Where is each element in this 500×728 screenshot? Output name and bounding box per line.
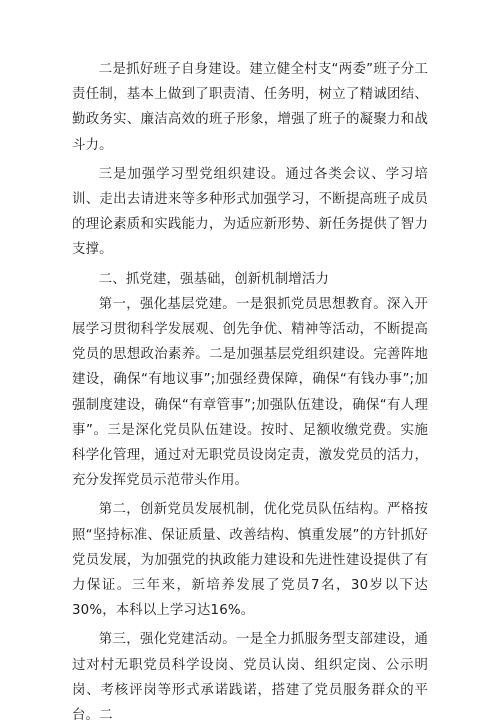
paragraph-team-building: 二是抓好班子自身建设。建立健全村支“两委”班子分工责任制，基本上做到了职责清、任务明，树立了精诚团结、勤政务实、廉洁高效的班子形象，增强了班子的凝聚力和战斗力。 — [72, 62, 428, 153]
paragraph-strengthen-party-building: 第一，强化基层党建。一是狠抓党员思想教育。深入开展学习贯彻科学发展观、创先争优、精神等活动，不断提高党员的思想政治素养。二是加强基层党组织建设。完善阵地建设，确保“有地议事”;加强经费保障，确保“有钱办事”;加强制度建设，确保“有章管事”;加强队伍建设，确保“有人理事”。三是深化党员队伍建设。按时、足额收缴党费。实施科学化管理，通过对无职党员设岗定责，激发党员的活力，充分发挥党员示范带头作用。 — [72, 296, 428, 489]
paragraph-party-activities: 第三，强化党建活动。一是全力抓服务型支部建设，通过对村无职党员科学设岗、党员认岗、组织定岗、公示明岗、考核评岗等形式承诺践诺，搭建了党员服务群众的平台。二 — [72, 632, 428, 724]
section-heading: 二、抓党建，强基础，创新机制增活力 — [98, 271, 329, 287]
paragraph-learning-organization: 三是加强学习型党组织建设。通过各类会议、学习培训、走出去请进来等多种形式加强学习，不断提高班子成员的理论素质和实践能力，为适应新形势、新任务提供了智力支撑。 — [72, 166, 428, 258]
document-body — [72, 57, 428, 728]
paragraph-member-development: 第二，创新党员发展机制，优化党员队伍结构。严格按照“坚持标准、保证质量、改善结构、慎重发展”的方针抓好党员发展，为加强党的执政能力建设和先进性建设提供了有力保证。三年来，新培养发展了党员7名，30岁以下达30%，本科以上学习达16%。 — [72, 502, 428, 619]
